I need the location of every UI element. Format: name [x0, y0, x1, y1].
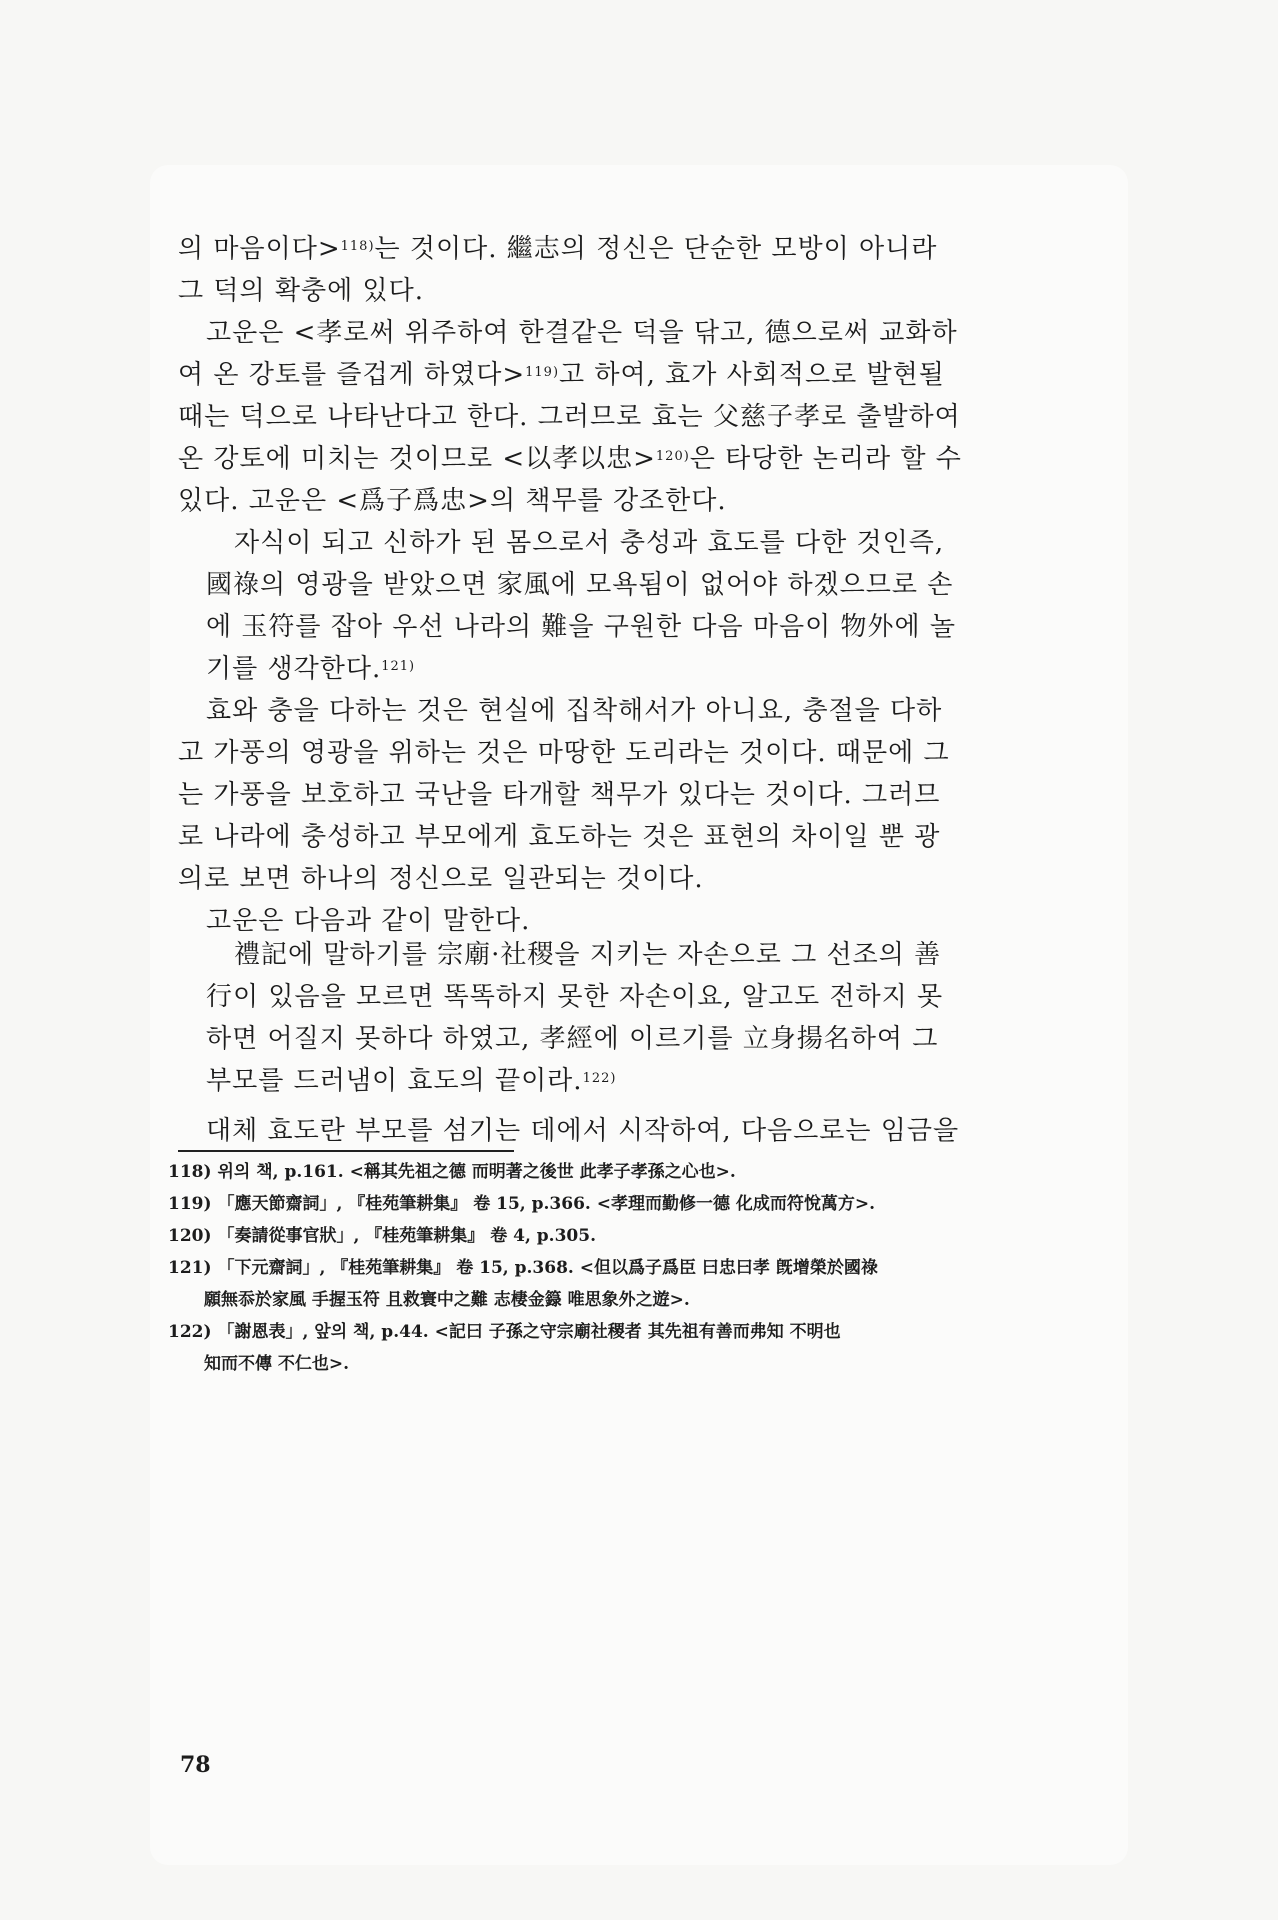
footnote-ref: 119) — [525, 365, 560, 380]
text-line: 기를 생각한다.$^{121)}$ — [206, 654, 416, 684]
text-line: 온 강토에 미치는 것이므로 <以孝以忠>$^{120)}$은 타당한 논리라 할 수 — [178, 444, 962, 474]
footnote-119: 119) 「應天節齋詞」, 『桂苑筆耕集』 卷 15, p.366. <孝理而勤修一德 化成而符悅萬方>. — [168, 1194, 876, 1214]
footnote-121-cont: 願無忝於家風 手握玉符 且救寰中之難 志棲金籙 唯思象外之遊>. — [204, 1290, 690, 1310]
footnote-122-cont: 知而不傳 不仁也>. — [204, 1354, 350, 1374]
text-line: 고 가풍의 영광을 위하는 것은 마땅한 도리라는 것이다. 때문에 그 — [178, 738, 950, 768]
text-line: 禮記에 말하기를 宗廟·社稷을 지키는 자손으로 그 선조의 善 — [234, 940, 942, 970]
footnote-ref: 122) — [582, 1071, 617, 1086]
footnote-ref: 121) — [381, 659, 416, 674]
text-line: 國祿의 영광을 받았으면 家風에 모욕됨이 없어야 하겠으므로 손 — [206, 570, 954, 600]
footnote-121: 121) 「下元齋詞」, 『桂苑筆耕集』 卷 15, p.368. <但以爲子爲臣 曰忠曰孝 旣增榮於國祿 — [168, 1258, 878, 1278]
block-quote-1 — [206, 522, 1096, 690]
text-line: 의로 보면 하나의 정신으로 일관되는 것이다. — [178, 864, 704, 894]
text-line: 로 나라에 충성하고 부모에게 효도하는 것은 표현의 차이일 뿐 광 — [178, 822, 941, 852]
text-line: 行이 있음을 모르면 똑똑하지 못한 자손이요, 알고도 전하지 못 — [206, 982, 944, 1012]
text-line: 여 온 강토를 즐겁게 하였다>$^{119)}$고 하여, 효가 사회적으로 발현될 — [178, 360, 945, 390]
footnote-118: 118) 위의 책, p.161. <稱其先祖之德 而明著之後世 此孝子孝孫之心也>. — [168, 1162, 736, 1182]
text-line: 부모를 드러냄이 효도의 끝이라.$^{122)}$ — [206, 1066, 617, 1096]
text-line: 의 마음이다>$^{118)}$는 것이다. 繼志의 정신은 단순한 모방이 아니라 — [178, 234, 938, 264]
text-line: 고운은 다음과 같이 말한다. — [206, 906, 531, 936]
text-line: 는 가풍을 보호하고 국난을 타개할 책무가 있다는 것이다. 그러므 — [178, 780, 941, 810]
text-line: 하면 어질지 못하다 하였고, 孝經에 이르기를 立身揚名하여 그 — [206, 1024, 939, 1054]
paragraph-1 — [178, 228, 1098, 312]
footnote-122: 122) 「謝恩表」, 앞의 책, p.44. <記曰 子孫之守宗廟社稷者 其先祖有善而弗知 不明也 — [168, 1322, 841, 1342]
footnotes — [168, 1156, 1088, 1380]
page-number: 78 — [180, 1752, 211, 1778]
footnote-ref: 118) — [340, 239, 375, 254]
footnote-120: 120) 「奏請從事官狀」, 『桂苑筆耕集』 卷 4, p.305. — [168, 1226, 597, 1246]
block-quote-2 — [206, 934, 1096, 1102]
paragraph-3 — [178, 690, 1098, 942]
text-line: 에 玉符를 잡아 우선 나라의 難을 구원한 다음 마음이 物外에 놀 — [206, 612, 956, 642]
paragraph-2 — [178, 312, 1098, 522]
footnote-divider — [178, 1150, 514, 1152]
text-line: 때는 덕으로 나타난다고 한다. 그러므로 효는 父慈子孝로 출발하여 — [178, 402, 961, 432]
text-line: 자식이 되고 신하가 된 몸으로서 충성과 효도를 다한 것인즉, — [234, 528, 945, 558]
text-line: 고운은 <孝로써 위주하여 한결같은 덕을 닦고, 德으로써 교화하 — [206, 318, 958, 348]
footnote-ref: 120) — [655, 449, 690, 464]
text-line: 있다. 고운은 <爲子爲忠>의 책무를 강조한다. — [178, 486, 727, 516]
text-line: 효와 충을 다하는 것은 현실에 집착해서가 아니요, 충절을 다하 — [206, 696, 943, 726]
text-line: 대체 효도란 부모를 섬기는 데에서 시작하여, 다음으로는 임금을 — [206, 1116, 960, 1146]
text-line: 그 덕의 확충에 있다. — [178, 276, 424, 306]
paragraph-4 — [178, 1110, 1098, 1152]
